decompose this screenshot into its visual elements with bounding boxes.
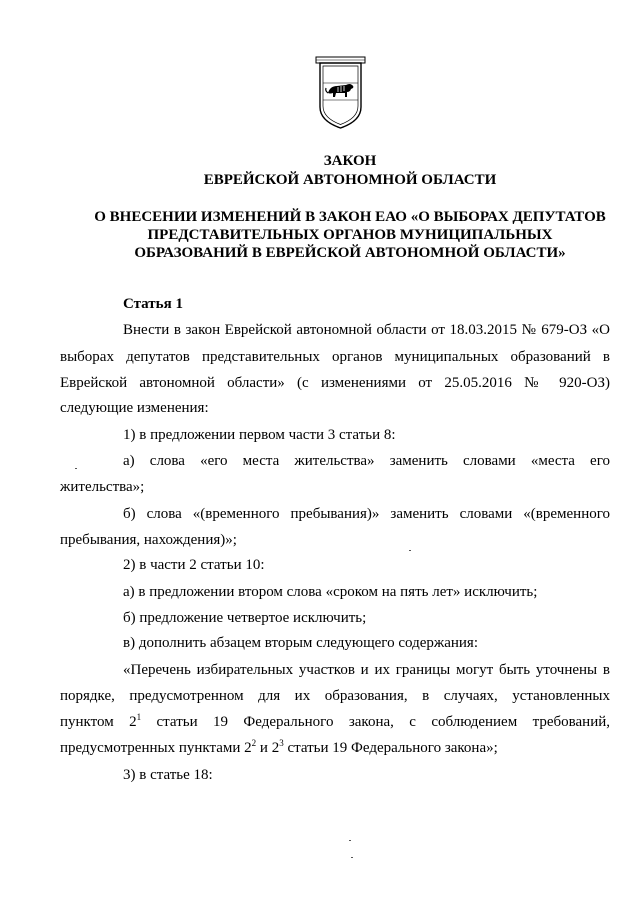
paragraph-line: следующие изменения: xyxy=(60,400,209,416)
superscript: 3 xyxy=(279,738,284,748)
paragraph-line: Внести в закон Еврейской автономной области от 18.03.2015 № 679-ОЗ «О xyxy=(123,322,610,338)
superscript: 2 xyxy=(251,738,257,748)
superscript: 1 xyxy=(136,712,142,722)
paragraph-line: выборах депутатов представительных органов муниципальных образований в xyxy=(60,349,610,365)
list-item: б) предложение четвертое исключить; xyxy=(123,610,367,626)
list-item: а) в предложении втором слова «сроком на пять лет» исключить; xyxy=(123,584,538,600)
list-item: пребывания, нахождения)»; xyxy=(60,532,237,548)
paragraph-line: Еврейской автономной области» (с изменениями от 25.05.2016 № 920-ОЗ) xyxy=(60,375,610,391)
region-name: ЕВРЕЙСКОЙ АВТОНОМНОЙ ОБЛАСТИ xyxy=(203,172,497,188)
law-title-line: ОБРАЗОВАНИЙ В ЕВРЕЙСКОЙ АВТОНОМНОЙ ОБЛАСТИ» xyxy=(134,245,566,261)
quote-line xyxy=(60,740,498,757)
list-item: в) дополнить абзацем вторым следующего содержания: xyxy=(123,635,478,651)
quote-text: и 2 xyxy=(256,740,280,756)
law-title-line: ПРЕДСТАВИТЕЛЬНЫХ ОРГАНОВ МУНИЦИПАЛЬНЫХ xyxy=(147,227,553,243)
coat-of-arms-icon xyxy=(312,55,369,131)
quote-text: статьи 19 Федерального закона»; xyxy=(283,740,498,756)
quote-text: пунктом 2 xyxy=(60,714,137,730)
list-item: 3) в статье 18: xyxy=(123,767,213,783)
quote-text: статьи 19 Федерального закона, с соблюдением требований, xyxy=(141,714,610,730)
law-title-line: О ВНЕСЕНИИ ИЗМЕНЕНИЙ В ЗАКОН ЕАО «О ВЫБОРАХ ДЕПУТАТОВ xyxy=(94,209,606,225)
quote-line xyxy=(60,714,610,731)
article-title: Статья 1 xyxy=(123,296,183,312)
scan-speck xyxy=(75,468,77,469)
scan-speck xyxy=(349,840,351,841)
list-item: 2) в части 2 статьи 10: xyxy=(123,557,265,573)
list-item: жительства»; xyxy=(60,479,145,495)
quote-text: предусмотренных пунктами 2 xyxy=(60,740,252,756)
list-item: 1) в предложении первом части 3 статьи 8: xyxy=(123,427,396,443)
law-label: ЗАКОН xyxy=(323,153,377,169)
scan-speck xyxy=(409,550,411,551)
list-item: б) слова «(временного пребывания)» заменить словами «(временного xyxy=(123,506,610,522)
list-item: а) слова «его места жительства» заменить словами «места его xyxy=(123,453,610,469)
quote-line: порядке, предусмотренном для их образования, в случаях, установленных xyxy=(60,688,610,704)
scan-speck xyxy=(351,857,353,858)
quote-line: «Перечень избирательных участков и их границы могут быть уточнены в xyxy=(123,662,610,678)
